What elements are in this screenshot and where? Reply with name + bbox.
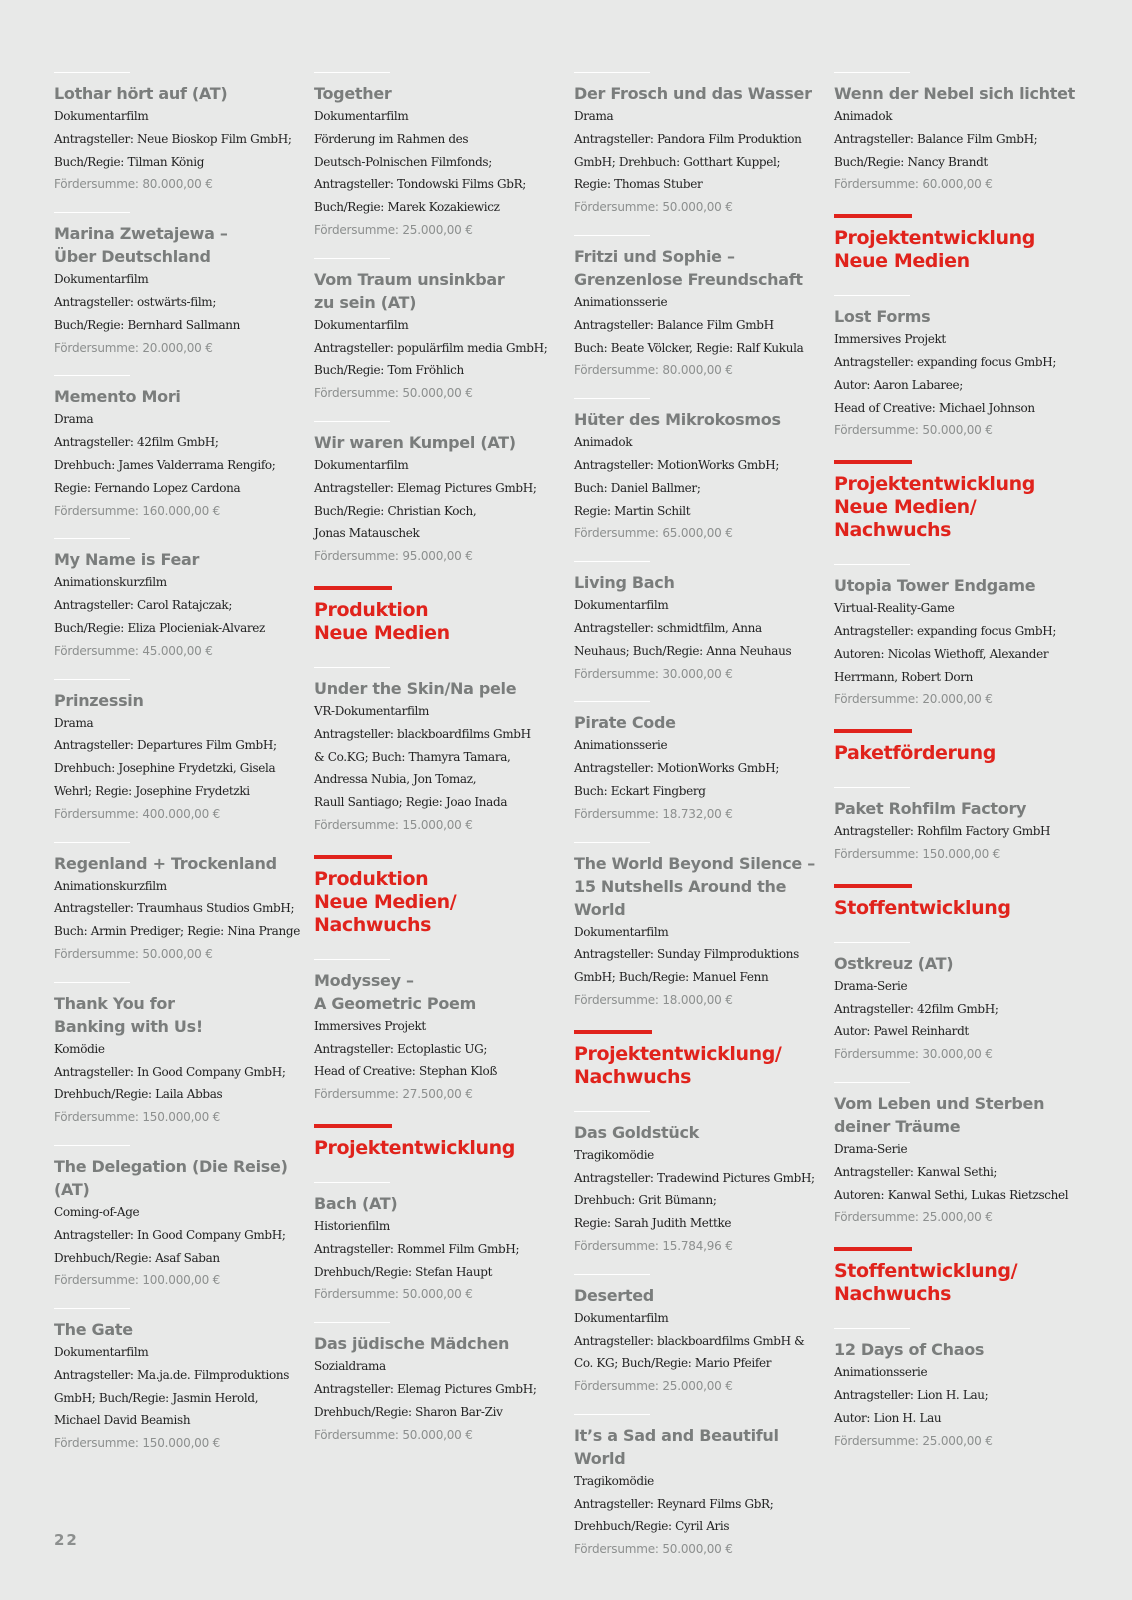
project-detail-line: Autor: Pawel Reinhardt [834,1024,969,1039]
project-detail-line: Buch: Armin Prediger; Regie: Nina Prange [54,924,300,939]
project-detail-line: & Co.KG; Buch: Thamyra Tamara, [314,749,511,764]
funding-amount: Fördersumme: 15.000,00 € [314,817,473,832]
section-heading [574,1030,824,1089]
funding-entry [314,1322,564,1446]
project-detail-line: Buch/Regie: Bernhard Sallmann [54,317,241,332]
project-genre: Animadok [574,435,633,450]
project-detail-line: Autoren: Kanwal Sethi, Lukas Rietzschel [834,1187,1069,1202]
project-detail-line: Michael David Beamish [54,1413,191,1428]
project-detail-line: Antragsteller: Elemag Pictures GmbH; [314,1381,537,1396]
funding-amount: Fördersumme: 50.000,00 € [574,200,733,215]
project-genre: Dokumentarfilm [314,317,409,332]
column-2 [314,72,564,1462]
project-detail-line: Antragsteller: Tradewind Pictures GmbH; [574,1170,815,1185]
funding-amount: Fördersumme: 80.000,00 € [54,177,213,192]
funding-entry [54,538,304,662]
funding-amount: Fördersumme: 100.000,00 € [54,1273,221,1288]
project-genre: Sozialdrama [314,1359,386,1374]
funding-amount: Fördersumme: 20.000,00 € [54,340,213,355]
project-genre: Animationsserie [574,738,668,753]
project-detail-line: Jonas Matauschek [314,526,420,541]
project-detail-line: Antragsteller: In Good Company GmbH; [54,1064,286,1079]
project-detail-line: Drehbuch/Regie: Cyril Aris [574,1519,730,1534]
funding-amount: Fördersumme: 25.000,00 € [834,1210,993,1225]
project-genre: Coming-of-Age [54,1204,140,1219]
funding-entry [54,982,304,1129]
project-detail-line: Drehbuch/Regie: Stefan Haupt [314,1264,493,1279]
project-detail-line: Antragsteller: Balance Film GmbH [574,317,774,332]
project-title: The Delegation (Die Reise) (AT) [54,1156,288,1199]
funding-entry [834,787,1084,866]
funding-entry [54,375,304,522]
project-genre: Dokumentarfilm [54,1345,149,1360]
project-title: Pirate Code [574,713,676,733]
funding-entry [54,72,304,196]
project-detail-line: Deutsch-Polnischen Filmfonds; [314,154,492,169]
project-genre: Animationskurzfilm [54,878,167,893]
funding-entry [834,564,1084,711]
section-heading [314,855,564,937]
section-heading [834,1247,1084,1306]
funding-amount: Fördersumme: 15.784,96 € [574,1238,733,1253]
funding-amount: Fördersumme: 400.000,00 € [54,806,221,821]
project-title: Fritzi und Sophie – Grenzenlose Freundschaft [574,246,803,289]
project-genre: Virtual-Reality-Game [834,601,955,616]
funding-amount: Fördersumme: 45.000,00 € [54,643,213,658]
project-detail-line: Neuhaus; Buch/Regie: Anna Neuhaus [574,643,792,658]
project-genre: Drama-Serie [834,1141,908,1156]
funding-entry [314,258,564,405]
project-genre: Dokumentarfilm [574,598,669,613]
project-title: Lothar hört auf (AT) [54,84,228,103]
project-genre: Tragikomödie [574,1147,654,1162]
project-detail-line: Buch: Daniel Ballmer; [574,480,701,495]
funding-amount: Fördersumme: 50.000,00 € [314,1427,473,1442]
project-detail-line: Regie: Martin Schilt [574,503,691,518]
funding-amount: Fördersumme: 18.000,00 € [574,992,733,1007]
funding-entry [834,295,1084,442]
project-detail-line: Drehbuch/Regie: Laila Abbas [54,1087,223,1102]
project-detail-line: Antragsteller: Lion H. Lau; [834,1387,989,1402]
project-detail-line: Buch/Regie: Nancy Brandt [834,154,988,169]
funding-amount: Fördersumme: 150.000,00 € [54,1110,221,1125]
section-heading [834,214,1084,273]
section-title: Projektentwicklung Neue Medien/ Nachwuchs [834,473,1035,542]
page-number: 22 [54,1531,79,1549]
project-detail-line: Antragsteller: Ma.ja.de. Filmproduktions [54,1367,290,1382]
funding-entry [314,421,564,568]
funding-entry [314,959,564,1106]
project-detail-line: Autor: Lion H. Lau [834,1410,942,1425]
project-genre: Dokumentarfilm [314,457,409,472]
funding-amount: Fördersumme: 30.000,00 € [574,666,733,681]
funding-entry [314,667,564,837]
funding-amount: Fördersumme: 25.000,00 € [834,1433,993,1448]
project-detail-line: Antragsteller: schmidtfilm, Anna [574,620,762,635]
funding-amount: Fördersumme: 50.000,00 € [54,946,213,961]
project-detail-line: Regie: Thomas Stuber [574,177,703,192]
funding-amount: Fördersumme: 150.000,00 € [54,1436,221,1451]
project-detail-line: Antragsteller: Traumhaus Studios GmbH; [54,901,295,916]
project-title: 12 Days of Chaos [834,1340,985,1360]
project-detail-line: Buch/Regie: Tilman König [54,154,205,169]
project-detail-line: Co. KG; Buch/Regie: Mario Pfeifer [574,1356,772,1371]
project-genre: Animationskurzfilm [54,575,167,590]
project-detail-line: Drehbuch: Josephine Frydetzki, Gisela [54,761,276,776]
project-detail-line: Raull Santiago; Regie: Joao Inada [314,795,508,810]
project-detail-line: Buch/Regie: Tom Fröhlich [314,363,464,378]
section-heading [834,460,1084,542]
project-genre: Drama [574,109,614,123]
project-detail-line: Förderung im Rahmen des [314,131,469,146]
project-title: Wenn der Nebel sich lichtet [834,84,1075,103]
section-heading [314,586,564,645]
section-title: Paketförderung [834,742,996,765]
project-detail-line: Regie: Sarah Judith Mettke [574,1216,732,1231]
project-detail-line: Andressa Nubia, Jon Tomaz, [314,772,477,787]
project-genre: Tragikomödie [574,1473,654,1488]
project-detail-line: Antragsteller: Reynard Films GbR; [574,1496,774,1511]
funding-entry [574,1274,824,1398]
project-title: Lost Forms [834,307,931,327]
funding-entry [574,1414,824,1561]
project-detail-line: Head of Creative: Michael Johnson [834,400,1035,415]
project-detail-line: Antragsteller: Sunday Filmproduktions [574,947,799,962]
project-detail-line: GmbH; Buch/Regie: Jasmin Herold, [54,1390,259,1405]
section-title: Stoffentwicklung/ Nachwuchs [834,1260,1018,1306]
project-title: Thank You for Banking with Us! [54,993,203,1036]
project-genre: Immersives Projekt [834,332,946,347]
project-detail-line: Autoren: Nicolas Wiethoff, Alexander [834,646,1049,661]
funding-entry [54,1145,304,1292]
project-detail-line: Regie: Fernando Lopez Cardona [54,480,241,495]
project-genre: Dokumentarfilm [574,1310,669,1325]
project-detail-line: Antragsteller: Elemag Pictures GmbH; [314,480,537,495]
project-detail-line: Antragsteller: Ectoplastic UG; [314,1041,488,1056]
project-title: Ostkreuz (AT) [834,953,954,973]
project-title: It’s a Sad and Beautiful World [574,1425,779,1468]
project-genre: Komödie [54,1041,105,1056]
funding-entry [834,942,1084,1066]
funding-entry [574,72,824,219]
project-title: Prinzessin [54,690,144,710]
funding-entry [314,1182,564,1306]
project-detail-line: Antragsteller: blackboardfilms GmbH [314,726,531,741]
funding-entry [54,679,304,826]
project-detail-line: Antragsteller: Kanwal Sethi; [834,1164,998,1179]
project-genre: Animationsserie [574,294,668,309]
project-detail-line: Antragsteller: Departures Film GmbH; [54,738,277,753]
section-title: Projektentwicklung/ Nachwuchs [574,1042,782,1088]
project-detail-line: Antragsteller: Rohfilm Factory GmbH [834,824,1051,839]
project-title: Das jüdische Mädchen [314,1334,510,1354]
project-genre: Drama-Serie [834,978,908,993]
project-detail-line: Antragsteller: Tondowski Films GbR; [314,177,526,192]
project-detail-line: GmbH; Buch/Regie: Manuel Fenn [574,970,769,985]
project-title: Bach (AT) [314,1193,398,1213]
project-detail-line: Antragsteller: MotionWorks GmbH; [574,457,780,472]
project-genre: Dokumentarfilm [54,109,149,123]
funding-amount: Fördersumme: 25.000,00 € [314,222,473,237]
project-title: The Gate [54,1320,133,1340]
funding-entry [54,842,304,966]
funding-amount: Fördersumme: 30.000,00 € [834,1047,993,1062]
project-title: Deserted [574,1285,654,1305]
project-detail-line: Antragsteller: 42film GmbH; [834,1001,999,1016]
project-title: Memento Mori [54,387,181,407]
column-3 [574,72,824,1577]
funding-amount: Fördersumme: 160.000,00 € [54,503,221,518]
project-genre: Dokumentarfilm [54,272,149,287]
funding-amount: Fördersumme: 18.732,00 € [574,806,733,821]
funding-entry [834,1328,1084,1452]
project-detail-line: Antragsteller: 42film GmbH; [54,435,219,450]
project-title: Regenland + Trockenland [54,853,277,873]
project-title: Under the Skin/Na pele [314,678,517,698]
project-title: Das Goldstück [574,1122,700,1142]
funding-amount: Fördersumme: 80.000,00 € [574,363,733,378]
project-detail-line: Antragsteller: blackboardfilms GmbH & [574,1333,805,1348]
project-detail-line: Antragsteller: In Good Company GmbH; [54,1227,286,1242]
project-detail-line: Buch/Regie: Christian Koch, [314,503,477,518]
funding-entry [54,1308,304,1455]
funding-entry [54,212,304,359]
project-genre: Drama [54,715,94,730]
funding-entry [574,398,824,545]
project-title: The World Beyond Silence – 15 Nutshells Around the World [574,853,815,919]
project-title: Paket Rohfilm Factory [834,799,1027,819]
funding-entry [574,561,824,685]
project-title: Utopia Tower Endgame [834,576,1036,596]
funding-entry [574,701,824,825]
funding-amount: Fördersumme: 50.000,00 € [834,423,993,438]
funding-amount: Fördersumme: 27.500,00 € [314,1087,473,1102]
project-detail-line: Buch/Regie: Eliza Plocieniak-Alvarez [54,620,266,635]
project-genre: Animationsserie [834,1365,928,1380]
project-genre: VR-Dokumentarfilm [314,703,430,718]
project-genre: Historienfilm [314,1218,390,1233]
project-genre: Dokumentarfilm [574,924,669,939]
project-detail-line: Buch/Regie: Marek Kozakiewicz [314,200,500,215]
funding-amount: Fördersumme: 50.000,00 € [314,1287,473,1302]
project-title: Der Frosch und das Wasser [574,84,812,103]
project-detail-line: Antragsteller: Carol Ratajczak; [54,598,233,613]
funding-amount: Fördersumme: 25.000,00 € [574,1379,733,1394]
section-title: Projektentwicklung [314,1136,515,1159]
project-title: Wir waren Kumpel (AT) [314,432,516,452]
project-title: Hüter des Mikrokosmos [574,410,781,430]
funding-amount: Fördersumme: 50.000,00 € [574,1542,733,1557]
project-title: Together [314,84,392,103]
section-heading [834,729,1084,765]
section-heading [834,884,1084,920]
project-detail-line: Buch: Beate Völcker, Regie: Ralf Kukula [574,340,804,355]
project-title: My Name is Fear [54,550,200,570]
project-detail-line: Buch: Eckart Fingberg [574,783,706,798]
section-title: Produktion Neue Medien [314,598,450,644]
project-detail-line: Antragsteller: expanding focus GmbH; [834,623,1057,638]
column-1 [54,72,304,1471]
project-genre: Immersives Projekt [314,1018,426,1033]
section-title: Projektentwicklung Neue Medien [834,227,1035,273]
funding-entry [574,1111,824,1258]
section-title: Produktion Neue Medien/ Nachwuchs [314,867,457,936]
project-detail-line: Wehrl; Regie: Josephine Frydetzki [54,783,250,798]
project-detail-line: Antragsteller: Balance Film GmbH; [834,131,1038,146]
funding-entry [574,842,824,1012]
funding-entry [314,72,564,242]
project-genre: Animadok [834,109,893,123]
funding-amount: Fördersumme: 60.000,00 € [834,177,993,192]
project-detail-line: Antragsteller: Neue Bioskop Film GmbH; [54,131,292,146]
project-detail-line: Drehbuch/Regie: Asaf Saban [54,1250,220,1265]
project-detail-line: Herrmann, Robert Dorn [834,669,974,684]
section-heading [314,1124,564,1160]
project-title: Vom Leben und Sterben deiner Träume [834,1093,1045,1136]
project-detail-line: Antragsteller: Rommel Film GmbH; [314,1241,520,1256]
project-genre: Drama [54,412,94,427]
funding-amount: Fördersumme: 50.000,00 € [314,386,473,401]
project-detail-line: Antragsteller: Pandora Film Produktion [574,131,802,146]
funding-amount: Fördersumme: 20.000,00 € [834,692,993,707]
funding-entry [574,235,824,382]
project-title: Marina Zwetajewa – Über Deutschland [54,224,228,267]
column-4 [834,72,1084,1468]
project-detail-line: Antragsteller: MotionWorks GmbH; [574,761,780,776]
project-detail-line: Antragsteller: expanding focus GmbH; [834,354,1057,369]
section-title: Stoffentwicklung [834,896,1011,919]
funding-entry [834,1082,1084,1229]
project-detail-line: Drehbuch: James Valderrama Rengifo; [54,457,276,472]
project-detail-line: GmbH; Drehbuch: Gotthart Kuppel; [574,154,781,169]
project-genre: Dokumentarfilm [314,109,409,123]
project-detail-line: Drehbuch: Grit Bümann; [574,1193,717,1208]
funding-amount: Fördersumme: 65.000,00 € [574,526,733,541]
project-title: Vom Traum unsinkbar zu sein (AT) [314,269,505,312]
project-title: Modyssey – A Geometric Poem [314,970,476,1013]
project-detail-line: Antragsteller: ostwärts-film; [54,294,217,309]
funding-amount: Fördersumme: 95.000,00 € [314,549,473,564]
project-detail-line: Autor: Aaron Labaree; [834,377,963,392]
project-detail-line: Head of Creative: Stephan Kloß [314,1064,498,1079]
project-title: Living Bach [574,573,675,593]
project-detail-line: Drehbuch/Regie: Sharon Bar-Ziv [314,1404,503,1419]
project-detail-line: Antragsteller: populärfilm media GmbH; [314,340,548,355]
funding-entry [834,72,1084,196]
funding-amount: Fördersumme: 150.000,00 € [834,846,1001,861]
